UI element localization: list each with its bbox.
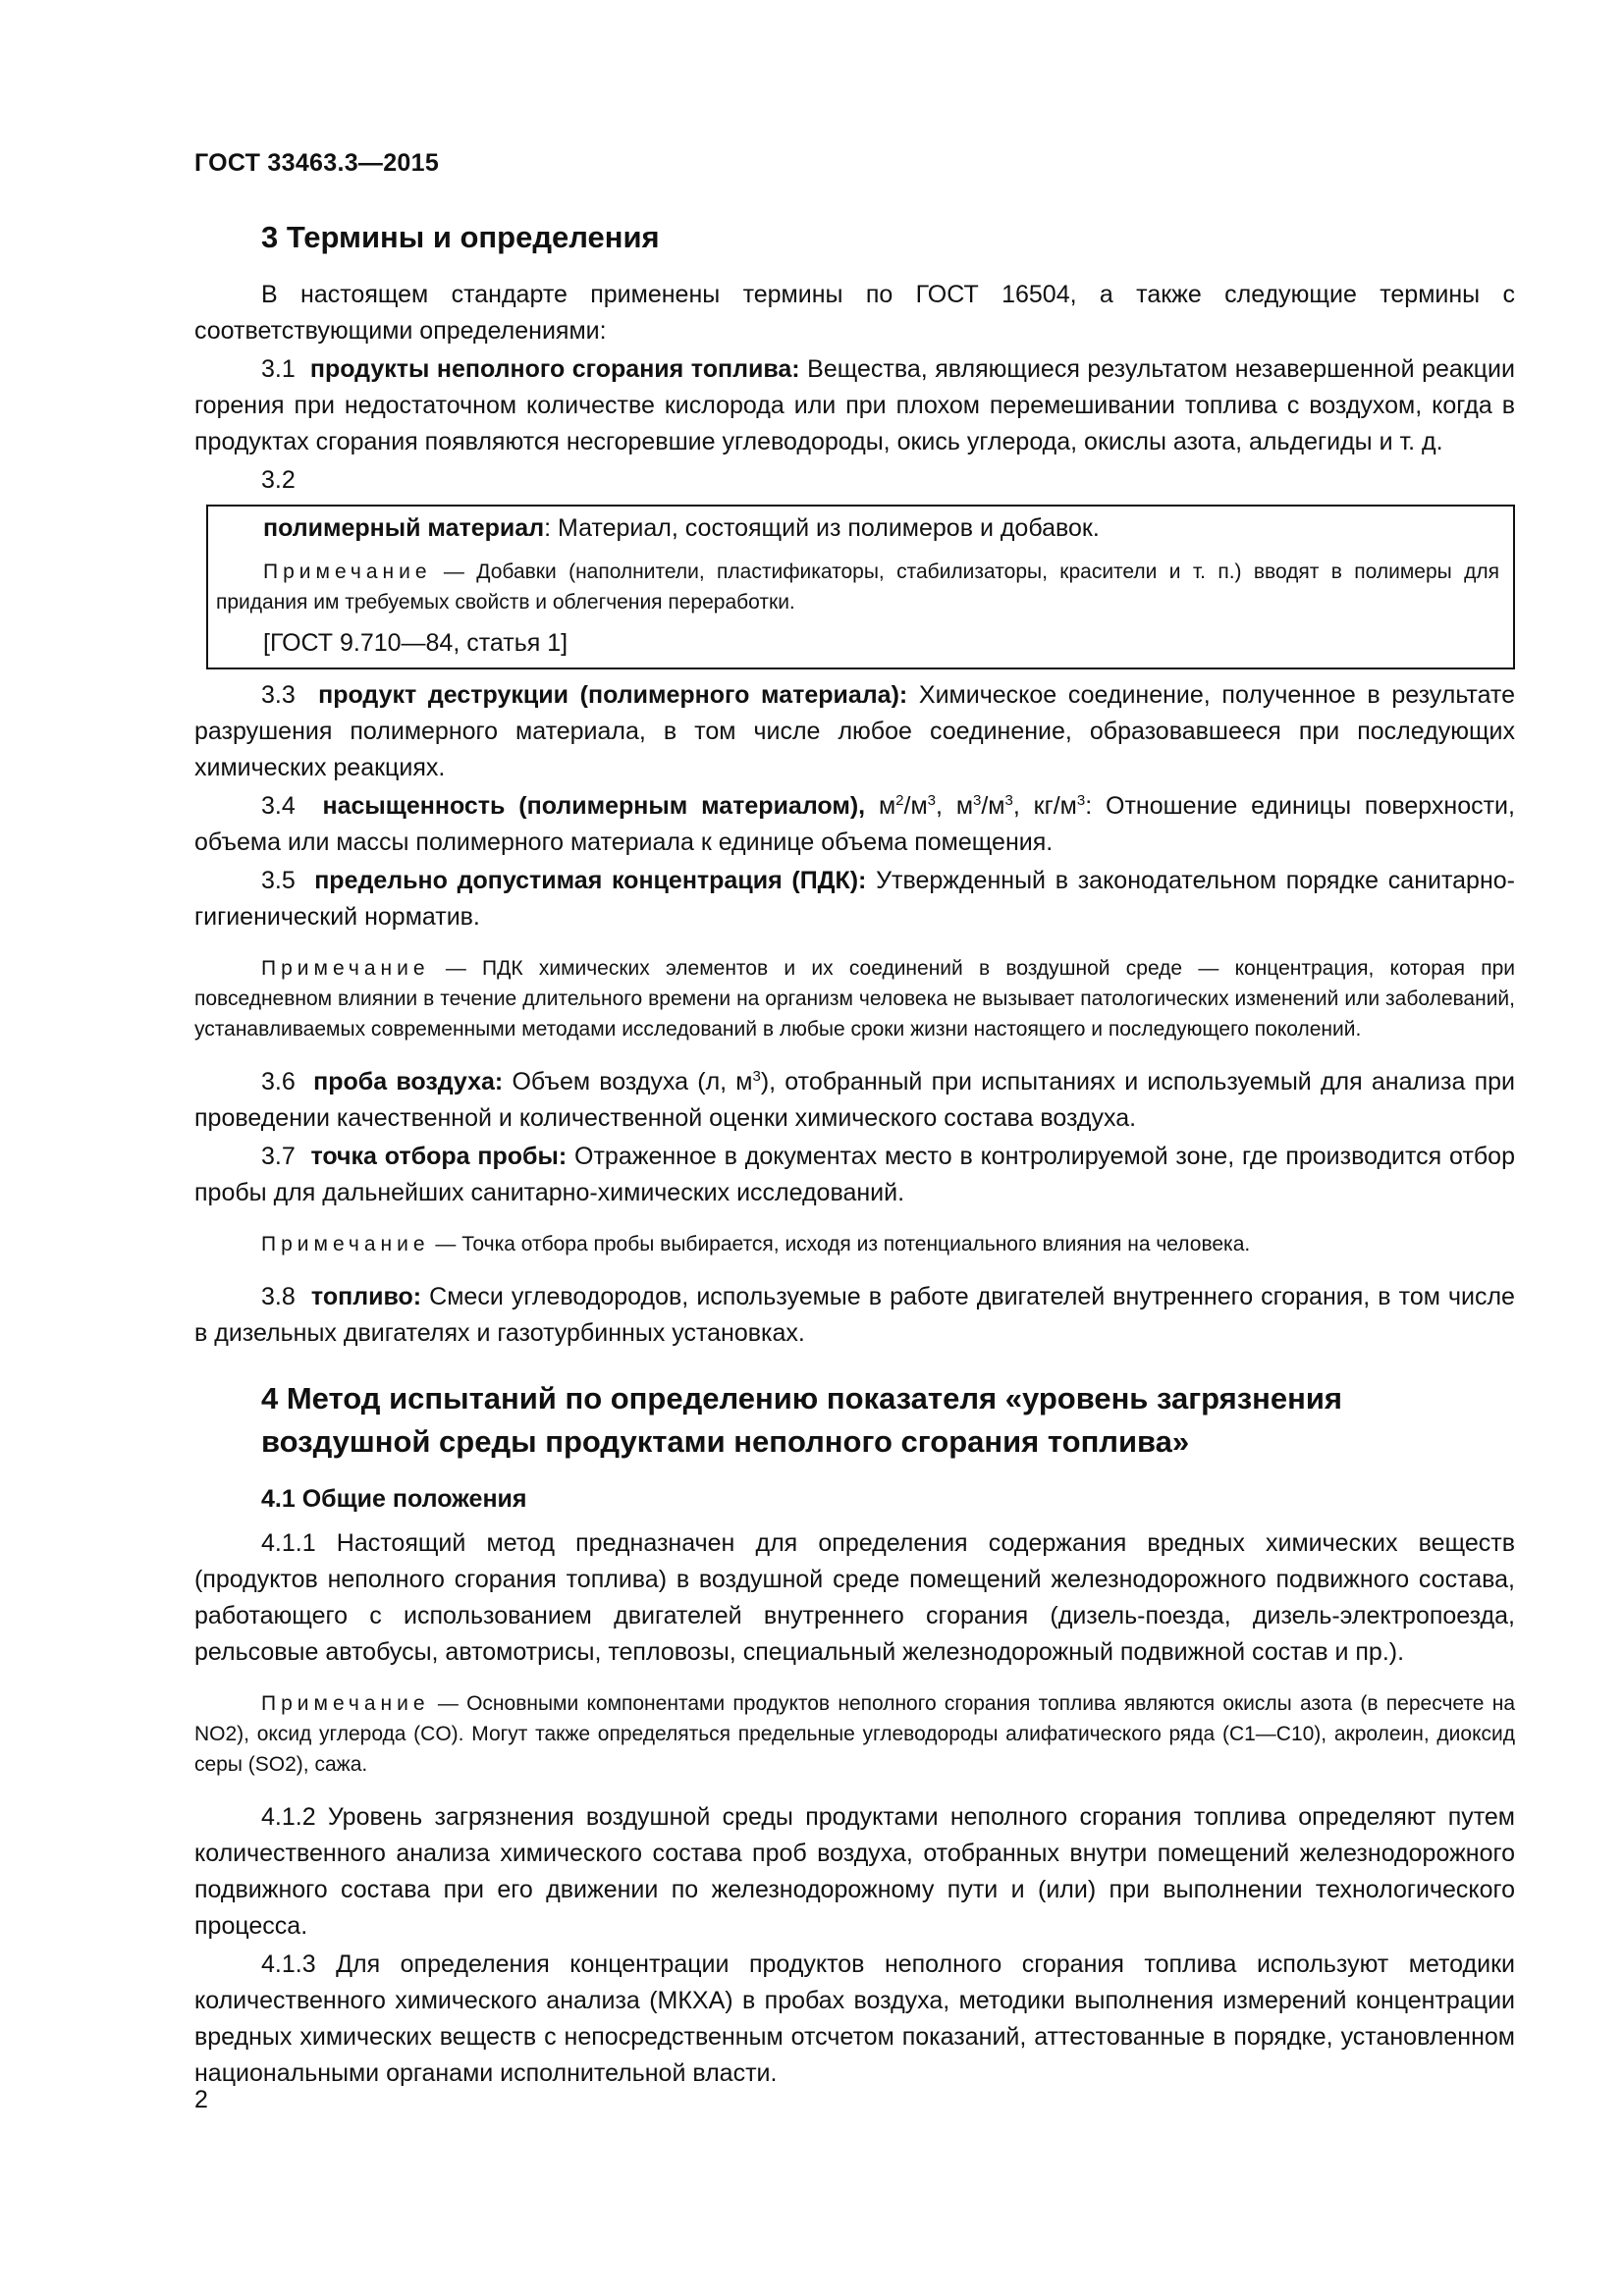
term-name: продукт деструкции (полимерного материала): <box>318 681 908 709</box>
note-label: Примечание <box>261 957 430 980</box>
section-4-title: 4 Метод испытаний по определению показателя «уровень загрязнения воздушной среды продуктами неполного сгорания топлива» <box>261 1381 1342 1459</box>
note-label: Примечание <box>261 1233 430 1255</box>
term-3-5 <box>194 863 1515 935</box>
paragraph-4-1-2: 4.1.2 Уровень загрязнения воздушной среды продуктами неполного сгорания топлива определяют путем количественного анализа химического состава проб воздуха, отобранных внутри помещений железнодорожного подвижного состава при его движении по железнодорожному пути и (или) при выполнении технологического процесса. <box>194 1803 1515 1940</box>
term-name: проба воздуха: <box>313 1068 504 1095</box>
term-3-2-number: 3.2 <box>261 466 296 494</box>
page-content <box>194 216 1515 2094</box>
term-definition: Вещества, являющиеся результатом незавершенной реакции горения при недостаточном количестве кислорода или при плохом перемешивании топлива с воздухом, когда в продуктах сгорания появляются несгоревшие углеводороды, окись углерода, окислы азота, альдегиды и т. д. <box>194 355 1515 455</box>
subsection-4-1-title: 4.1 Общие положения <box>261 1485 527 1513</box>
term-3-8 <box>194 1279 1515 1352</box>
term-number: 3.1 <box>261 355 296 383</box>
term-name: предельно допустимая концентрация (ПДК): <box>314 867 867 894</box>
term-3-4: 3.4 насыщенность (полимерным материалом), $м^2/м^3$, $м^3/м^3$, $кг/м^3$: Отношение единицы поверхности, объема или массы полимерного материала к единице объема помещения. <box>194 792 1515 856</box>
term-3-7-note <box>194 1229 1515 1259</box>
note-text: — Добавки (наполнители, пластификаторы, стабилизаторы, красители и т. п.) вводят в полимеры для придания им требуемых свойств и облегчения переработки. <box>216 561 1499 614</box>
note-label: Примечание <box>261 1692 430 1715</box>
term-3-1 <box>194 351 1515 460</box>
term-definition: Отраженное в документах место в контролируемой зоне, где производится отбор пробы для дальнейших санитарно-химических исследований. <box>194 1143 1515 1206</box>
term-number: 3.4 <box>261 792 296 820</box>
note-text: — Основными компонентами продуктов неполного сгорания топлива являются окислы азота (в пересчете на NO2), оксид углерода (CO). Могут также определяться предельные углеводороды алифатического ряда (С1—С10), акролеин, диоксид серы (SO2), сажа. <box>194 1692 1515 1776</box>
term-number: 3.8 <box>261 1283 296 1310</box>
term-name: топливо: <box>310 1283 422 1310</box>
term-number: 3.5 <box>261 867 296 894</box>
term-3-7 <box>194 1139 1515 1211</box>
term-3-3 <box>194 677 1515 786</box>
section-3-title: 3 Термины и определения <box>261 220 660 254</box>
term-name: продукты неполного сгорания топлива: <box>309 355 800 383</box>
term-number: 3.7 <box>261 1143 296 1170</box>
term-number: 3.6 <box>261 1068 296 1095</box>
unit-m2-m3: $м^2/м^3$ <box>878 792 936 820</box>
term-definition: Смеси углеводородов, используемые в работе двигателей внутреннего сгорания, в том числе в дизельных двигателях и газотурбинных установках. <box>194 1283 1515 1347</box>
term-definition: Химическое соединение, полученное в результате разрушения полимерного материала, в том числе любое соединение, образовавшееся при последующих химических реакциях. <box>194 681 1515 781</box>
term-definition: : Отношение единицы поверхности, объема или массы полимерного материала к единице объема помещения. <box>194 792 1515 856</box>
page-number: 2 <box>194 2086 208 2113</box>
term-3-6: 3.6 проба воздуха: Объем воздуха (л, $м^3$), отобранный при испытаниях и используемый для анализа при проведении качественной и количественной оценки химического состава воздуха. <box>194 1068 1515 1132</box>
term-number: 3.3 <box>261 681 296 709</box>
term-3-2-source: [ГОСТ 9.710—84, статья 1] <box>263 629 568 657</box>
term-definition: Утвержденный в законодательном порядке санитарно-гигиенический норматив. <box>194 867 1515 931</box>
term-3-2 <box>263 510 1499 547</box>
unit-kg-m3: $кг/м^3$ <box>1033 792 1086 820</box>
term-name: насыщенность (полимерным материалом), <box>322 792 866 820</box>
paragraph-4-1-1: 4.1.1 Настоящий метод предназначен для определения содержания вредных химических веществ (продуктов неполного сгорания топлива) в воздушной среде помещений железнодорожного подвижного состава, работающего с использованием двигателей внутреннего сгорания (дизель-поезда, дизель-электропоезда, рельсовые автобусы, автомотрисы, тепловозы, специальный железнодорожный подвижной состав и пр.). <box>194 1529 1515 1666</box>
quoted-term-box <box>206 505 1515 669</box>
note-label: Примечание <box>263 561 432 583</box>
note-text: — Точка отбора пробы выбирается, исходя из потенциального влияния на человека. <box>435 1233 1251 1255</box>
section-4-note <box>194 1688 1515 1780</box>
section-3-intro: В настоящем стандарте применены термины по ГОСТ 16504, а также следующие термины с соответствующими определениями: <box>194 281 1515 345</box>
unit-m3-m3: $м^3/м^3$ <box>955 792 1013 820</box>
term-3-2-note <box>216 557 1499 617</box>
paragraph-4-1-3: 4.1.3 Для определения концентрации продуктов неполного сгорания топлива используют методики количественного химического анализа (МКХА) в пробах воздуха, методики выполнения измерений концентрации вредных химических веществ с непосредственным отсчетом показаний, аттестованные в порядке, установленном национальными органами исполнительной власти. <box>194 1950 1515 2087</box>
note-text: — ПДК химических элементов и их соединений в воздушной среде — концентрация, которая при повседневном влиянии в течение длительного времени на организм человека не вызывает патологических изменений или заболеваний, устанавливаемых современными методами исследований в любые сроки жизни настоящего и последующего поколений. <box>194 957 1515 1041</box>
term-name: точка отбора пробы: <box>310 1143 568 1170</box>
term-3-5-note <box>194 953 1515 1044</box>
term-definition: : Материал, состоящий из полимеров и добавок. <box>544 514 1100 542</box>
standard-code-header: ГОСТ 33463.3—2015 <box>194 149 440 177</box>
term-name: полимерный материал <box>263 514 545 542</box>
